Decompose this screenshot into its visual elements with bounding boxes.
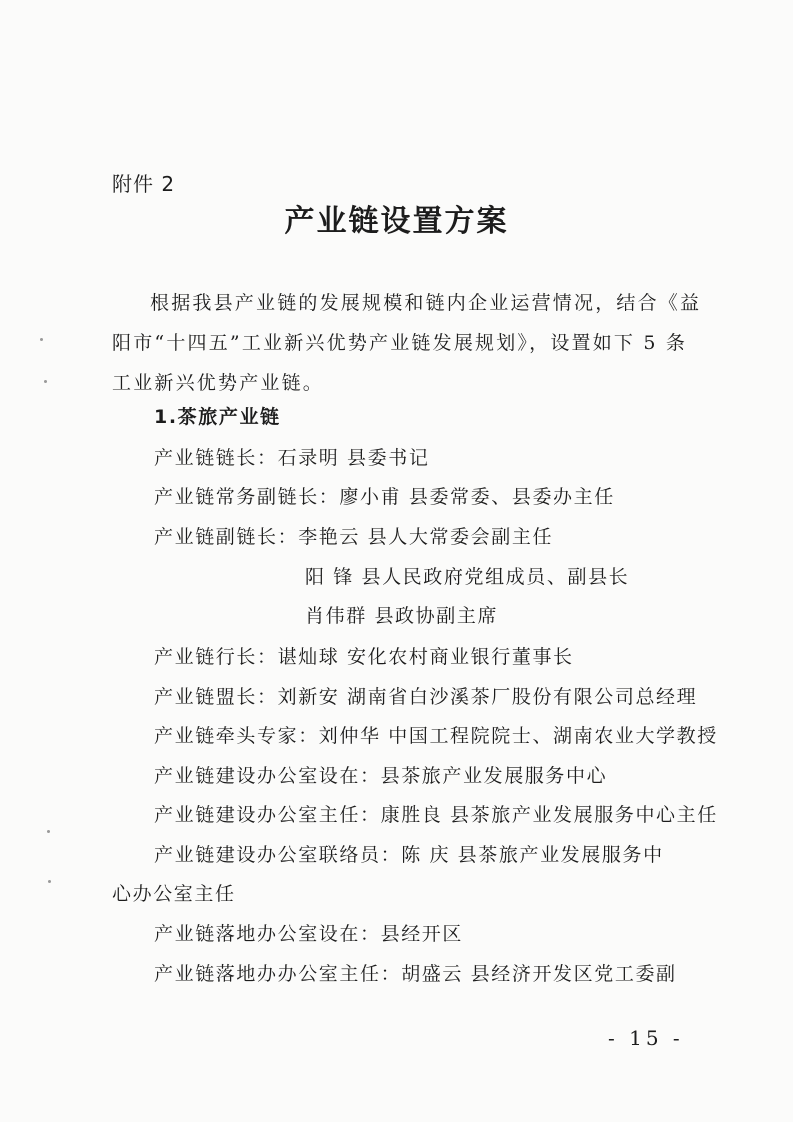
construction-office-liaison-line: 产业链建设办公室联络员：陈 庆 县茶旅产业发展服务中 (154, 844, 664, 866)
scan-speck (48, 880, 51, 883)
bank-leader-line: 产业链行长：谌灿球 安化农村商业银行董事长 (154, 646, 574, 668)
page-number: - 15 - (608, 1026, 684, 1050)
executive-deputy-leader-line: 产业链常务副链长：廖小甫 县委常委、县委办主任 (154, 486, 615, 508)
scan-speck (40, 338, 43, 341)
deputy-leader-line: 产业链副链长：李艳云 县人大常委会副主任 (154, 526, 554, 548)
document-title: 产业链设置方案 (284, 204, 509, 239)
landing-office-director-line: 产业链落地办办公室主任：胡盛云 县经济开发区党工委副 (154, 963, 677, 985)
construction-office-liaison-line-cont: 心办公室主任 (112, 883, 236, 905)
attachment-label: 附件 2 (112, 172, 176, 196)
landing-office-location-line: 产业链落地办公室设在：县经开区 (154, 923, 464, 945)
section-heading: 1.茶旅产业链 (154, 406, 281, 428)
scan-speck (44, 380, 47, 383)
chain-leader-line: 产业链链长：石录明 县委书记 (154, 447, 430, 469)
deputy-leader-line-3: 肖伟群 县政协副主席 (305, 605, 499, 627)
lead-expert-line: 产业链牵头专家：刘仲华 中国工程院院士、湖南农业大学教授 (154, 725, 718, 747)
deputy-leader-line-2: 阳 锋 县人民政府党组成员、副县长 (305, 566, 630, 588)
alliance-leader-line: 产业链盟长：刘新安 湖南省白沙溪茶厂股份有限公司总经理 (154, 686, 698, 708)
construction-office-location-line: 产业链建设办公室设在：县茶旅产业发展服务中心 (154, 765, 608, 787)
construction-office-director-line: 产业链建设办公室主任：康胜良 县茶旅产业发展服务中心主任 (154, 804, 718, 826)
scan-speck (47, 830, 50, 833)
intro-paragraph: 根据我县产业链的发展规模和链内企业运营情况，结合《益阳市“十四五”工业新兴优势产业链发展规划》，设置如下 5 条工业新兴优势产业链。 (112, 292, 702, 394)
